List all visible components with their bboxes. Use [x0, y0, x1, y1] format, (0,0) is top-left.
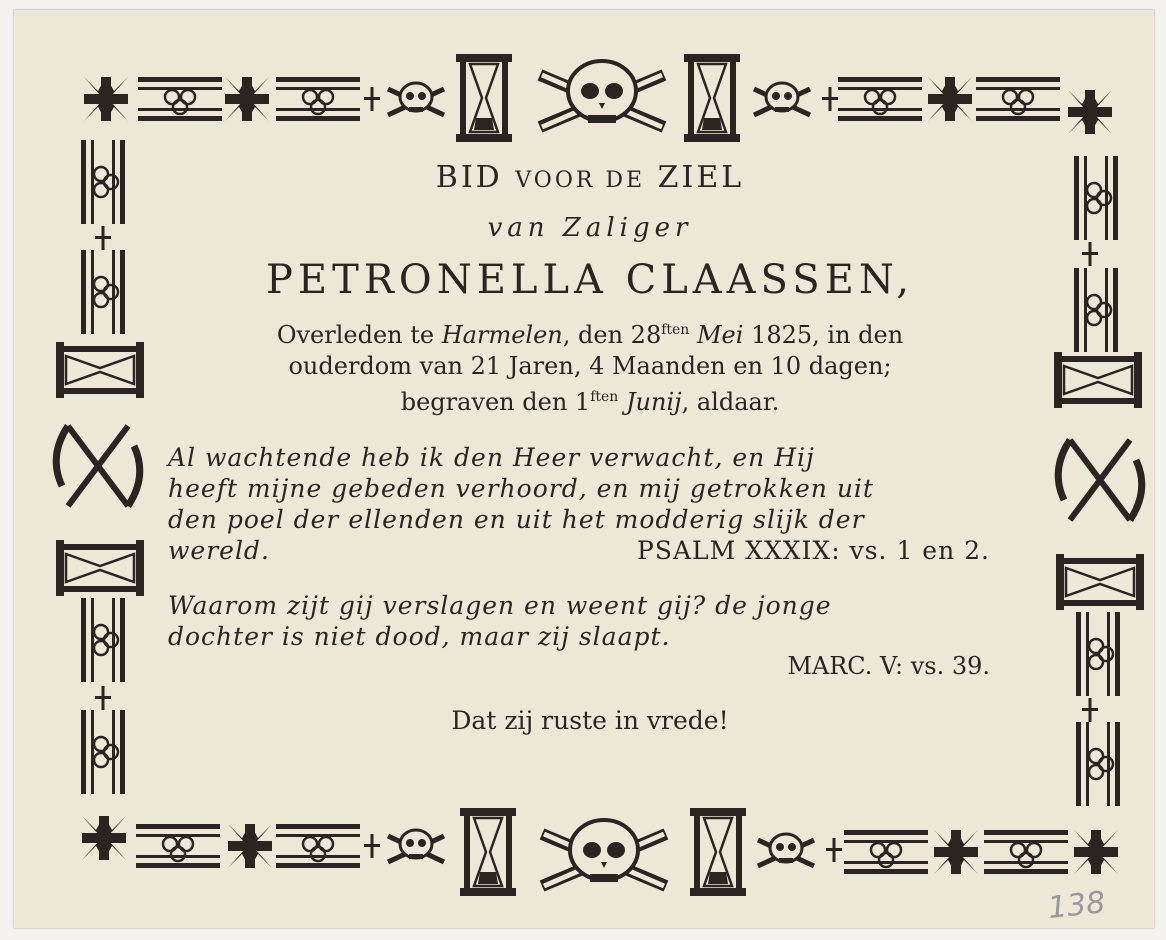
top-border [84, 54, 1112, 142]
subheading-line: van Zaliger [487, 213, 693, 243]
death-line-3: begraven den $1^{ften}$ Junij, aldaar. [400, 388, 780, 416]
mark-verse: Waarom zijt gij verslagen en weent gij? de jonge dochter is niet dood, maar zij slaapt. [168, 591, 832, 651]
closing-line: Dat zij ruste in vrede! [451, 706, 729, 735]
death-line-1: Overleden te Harmelen, den $28^{ften}$ Mei 1825, in den [276, 321, 904, 349]
card-text [150, 160, 1030, 735]
pencil-annotation: 138 [1046, 885, 1107, 926]
psalm-reference: PSALM XXXIX: vs. 1 en 2. [637, 536, 990, 565]
left-border [56, 140, 144, 794]
right-border [1054, 156, 1144, 806]
psalm-verse: Al wachtende heb ik den Heer verwacht, en Hij heeft mijne gebeden verhoord, en mij getrokken uit den poel der ellenden en uit het modderig slijk der wereld. PSALM XXXIX: vs. 1 en 2. [168, 443, 990, 565]
deceased-name: PETRONELLA CLAASSEN, [265, 257, 915, 303]
death-details [150, 315, 1030, 418]
heading-line: BID VOOR DE ZIEL [435, 160, 745, 195]
bottom-border [82, 808, 1118, 896]
death-line-2: ouderdom van 21 Jaren, 4 Maanden en 10 dagen; [288, 352, 892, 380]
mark-reference: MARC. V: vs. 39. [787, 652, 990, 680]
